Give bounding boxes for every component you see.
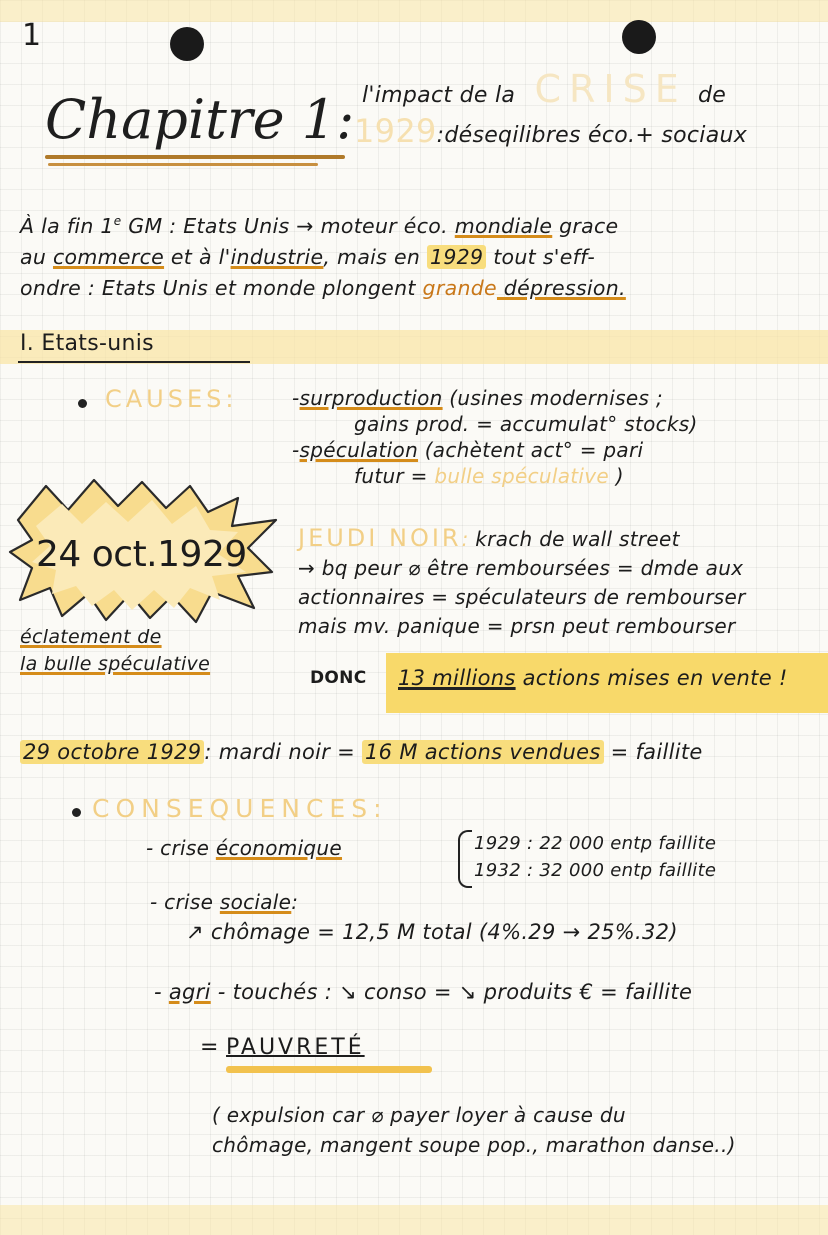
punch-hole-left — [170, 27, 204, 61]
chapter-underline-2 — [48, 163, 318, 166]
eco-1932: 1932 : 32 000 entp faillite — [474, 860, 717, 881]
jeudi-colon: : — [461, 527, 469, 551]
dash: - — [292, 438, 300, 462]
jeudi-line-3: actionnaires = spéculateurs de rembourser — [298, 585, 746, 609]
causes-list — [292, 385, 698, 489]
intro-text: et à l' — [164, 244, 231, 269]
chapter-underline — [45, 155, 345, 159]
subtitle-line-1 — [362, 67, 726, 111]
crise-eco-line — [146, 836, 342, 860]
section-underline — [18, 361, 250, 363]
caption-line-1: éclatement de — [20, 626, 162, 648]
brace — [458, 830, 472, 888]
mardi-highlight — [362, 740, 604, 764]
speculation-word: spéculation — [299, 438, 419, 462]
intro-text: À la fin 1 — [20, 213, 114, 238]
donc-rest: actions mises en vente ! — [515, 666, 788, 690]
cause-speculation — [292, 437, 698, 463]
bulle-text: bulle spéculative — [434, 464, 610, 488]
eco-1929: 1929 : 22 000 entp faillite — [474, 833, 717, 854]
mardi-actions: actions vendues — [417, 740, 601, 764]
sociale-word: sociale — [219, 890, 292, 914]
cause-text: (achètent act° = pari — [418, 438, 644, 462]
pauvrete-highlight — [226, 1066, 432, 1073]
intro-text: au — [20, 244, 53, 269]
pauvrete-details — [212, 1100, 736, 1160]
details-line-2: chômage, mangent soupe pop., marathon danse..) — [212, 1133, 736, 1157]
intro-text: tout s'eff- — [486, 244, 596, 269]
pauvrete-word: PAUVRETÉ — [226, 1035, 365, 1060]
mardi-noir-line — [20, 740, 703, 764]
de-text: de — [698, 83, 727, 108]
cause-text: futur = — [354, 464, 435, 488]
chapter-title — [45, 88, 354, 151]
dash: - — [292, 386, 300, 410]
cause-line-4 — [292, 463, 698, 489]
burst-caption — [20, 624, 210, 678]
cause-text: (usines modernises ; — [442, 386, 663, 410]
intro-paragraph — [20, 206, 626, 304]
burst-date: 24 oct.1929 — [36, 534, 247, 575]
agri-word: agri — [168, 980, 211, 1004]
intro-text: ondre : Etats Unis et monde plongent — [20, 275, 423, 300]
bullet-dot — [72, 808, 81, 817]
year-text: 1929 — [354, 112, 437, 150]
pauvrete-eq: = — [200, 1035, 227, 1060]
donc-label: DONC — [310, 668, 367, 688]
mardi-rest: = faillite — [603, 740, 703, 764]
subtitle-text: :déseqilibres éco.+ sociaux — [436, 123, 748, 148]
intro-sup: e — [113, 214, 122, 228]
bottom-stripe — [0, 1205, 828, 1235]
economique-word: économique — [215, 836, 343, 860]
caption-line-2: la bulle spéculative — [20, 653, 211, 675]
jeudi-noir-block — [298, 524, 746, 641]
punch-hole-right — [622, 20, 656, 54]
donc-millions: 13 millions — [398, 666, 516, 690]
intro-line-1 — [20, 206, 626, 242]
agri-dash: - — [154, 980, 169, 1004]
jeudi-line-2: → bq peur ⌀ être remboursées = dmde aux — [298, 556, 744, 580]
consequences-label: CONSEQUENCES: — [92, 794, 388, 823]
mardi-date: 29 octobre 1929 — [20, 740, 204, 764]
agri-line — [154, 980, 692, 1004]
intro-line-3 — [20, 273, 626, 304]
jeudi-title: JEUDI NOIR — [298, 524, 462, 552]
chomage-line: ↗ chômage = 12,5 M total (4%.29 → 25%.32) — [186, 920, 678, 944]
section-title-text: I. Etats-unis — [20, 331, 154, 356]
details-line-1: ( expulsion car ⌀ payer loyer à cause du — [212, 1103, 626, 1127]
impact-text: l'impact de la — [362, 83, 516, 108]
page-number: 1 — [22, 18, 42, 53]
mardi-text: : mardi noir = — [204, 740, 363, 764]
eco-text: - crise — [146, 836, 216, 860]
section-title — [20, 331, 154, 356]
cause-surproduction — [292, 385, 698, 411]
intro-year: 1929 — [427, 245, 486, 269]
top-stripe — [0, 0, 828, 22]
intro-depression: dépression. — [496, 275, 626, 300]
chapter-title-text: Chapitre 1: — [45, 88, 355, 151]
subtitle-line-2 — [354, 112, 747, 150]
bullet-dot — [78, 399, 87, 408]
crise-text: CRISE — [534, 67, 687, 111]
pauvrete-line — [200, 1035, 365, 1060]
jeudi-line-1 — [298, 524, 746, 554]
jeudi-text: krach de wall street — [468, 527, 680, 551]
cause-line-2: gains prod. = accumulat° stocks) — [354, 412, 698, 436]
soc-text: - crise — [150, 890, 220, 914]
arrow-icon: → — [296, 213, 314, 238]
donc-text — [398, 666, 788, 690]
intro-grande: grande — [422, 275, 497, 300]
soc-colon: : — [291, 890, 299, 914]
mardi-millions: 16 M — [365, 740, 418, 764]
intro-text: grace — [552, 213, 619, 238]
causes-label: CAUSES: — [105, 385, 238, 413]
intro-mondiale: mondiale — [454, 213, 553, 238]
surproduction-word: surproduction — [299, 386, 443, 410]
jeudi-line-4: mais mv. panique = prsn peut rembourser — [298, 614, 736, 638]
intro-text: GM : Etats Unis — [121, 213, 290, 238]
intro-commerce: commerce — [52, 244, 165, 269]
intro-text: moteur éco. — [313, 213, 455, 238]
crise-sociale-line — [150, 890, 298, 914]
cause-text: ) — [609, 464, 624, 488]
agri-text: - touchés : ↘ conso = ↘ produits € = faillite — [210, 980, 693, 1004]
intro-text: , mais en — [323, 244, 427, 269]
eco-figures — [474, 830, 716, 884]
intro-line-2 — [20, 242, 626, 273]
intro-industrie: industrie — [230, 244, 324, 269]
